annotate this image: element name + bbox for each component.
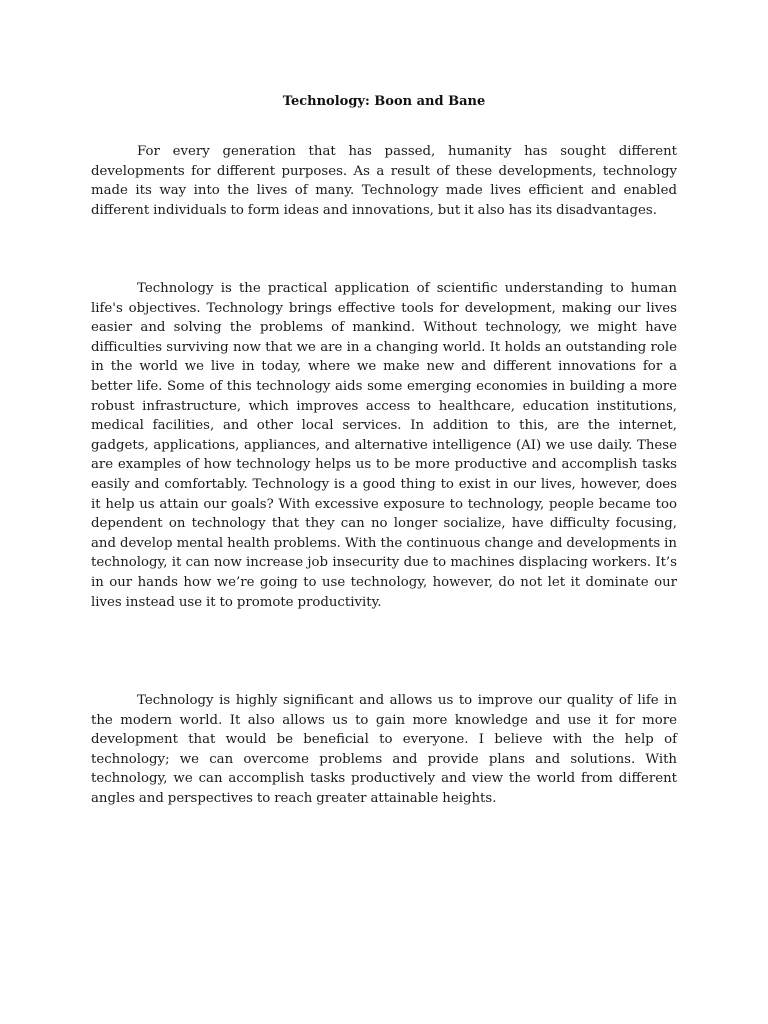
paragraph-body: Technology is the practical application of scientific understanding to human life's objectives. Technology brings effective tools for development, making our lives easier and solving the problems of mankind. Without technology, we might have difficulties surviving now that we are in a changing world. It holds an outstanding role in the world we live in today, where we make new and different innovations for a better life. Some of this technology aids some emerging economies in building a more robust infrastructure, which improves access to healthcare, education institutions, medical facilities, and other local services. In addition to this, are the internet, gadgets, applications, appliances, and alternative intelligence (AI) we use daily. These are examples of how technology helps us to be more productive and accomplish tasks easily and comfortably. Technology is a good thing to exist in our lives, however, does it help us attain our goals? With excessive exposure to technology, people became too dependent on technology that they can no longer socialize, have difficulty focusing, and develop mental health problems. With the continuous change and developments in technology, it can now increase job insecurity due to machines displacing workers. It’s in our hands how we’re going to use technology, however, do not let it dominate our lives instead use it to promote productivity. [91, 281, 677, 610]
document-title: Technology: Boon and Bane [282, 94, 486, 109]
paragraph-introduction: For every generation that has passed, humanity has sought different developments for different purposes. As a result of these developments, technology made its way into the lives of many. Technology made lives efficient and enabled different individuals to form ideas and innovations, but it also has its disadvantages. [91, 144, 677, 218]
paragraph-conclusion: Technology is highly significant and allows us to improve our quality of life in the modern world. It also allows us to gain more knowledge and use it for more development that would be beneficial to everyone. I believe with the help of technology; we can overcome problems and provide plans and solutions. With technology, we can accomplish tasks productively and view the world from different angles and perspectives to reach greater attainable heights. [91, 693, 677, 806]
